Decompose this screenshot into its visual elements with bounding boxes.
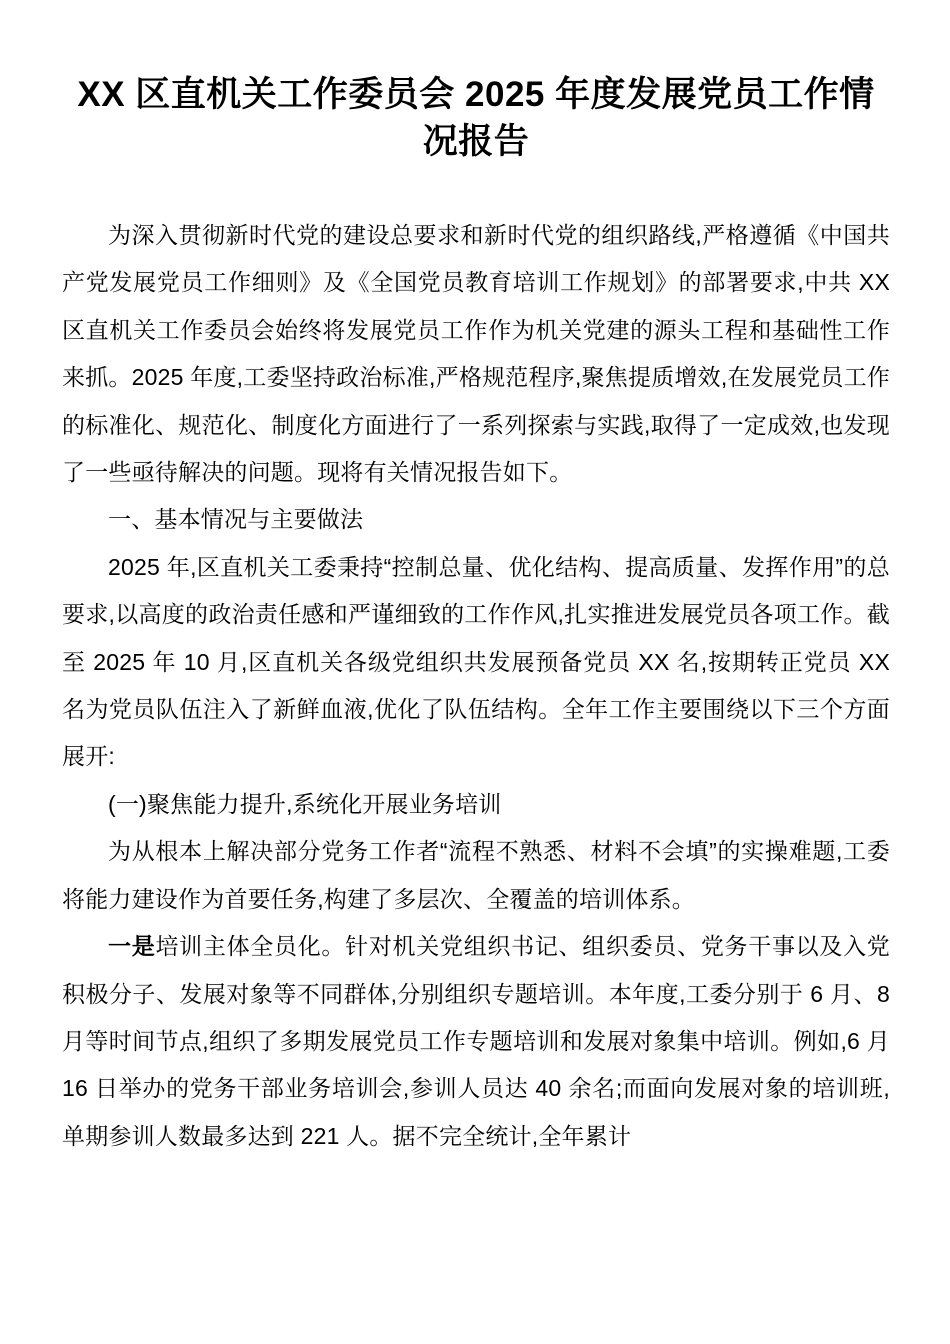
- paragraph-overview: 2025 年,区直机关工委秉持“控制总量、优化结构、提高质量、发挥作用”的总要求,以高度的政治责任感和严谨细致的工作作风,扎实推进发展党员各项工作。截至 2025 年 10 月,区直机关各级党组织共发展预备党员 XX 名,按期转正党员 XX 名为党员队伍注入了新鲜血液,优化了队伍结构。全年工作主要围绕以下三个方面展开:: [62, 553, 890, 770]
- document-title: XX 区直机关工作委员会 2025 年度发展党员工作情况报告: [77, 75, 875, 161]
- section-heading-basic-situation: 一、基本情况与主要做法: [108, 506, 364, 533]
- bold-lead-text: 一是: [108, 933, 156, 960]
- paragraph-training-system: 为从根本上解决部分党务工作者“流程不熟悉、材料不会填”的实操难题,工委将能力建设作为首要任务,构建了多层次、全覆盖的培训体系。: [62, 838, 890, 912]
- paragraph-intro: 为深入贯彻新时代党的建设总要求和新时代党的组织路线,严格遵循《中国共产党发展党员工作细则》及《全国党员教育培训工作规划》的部署要求,中共 XX 区直机关工作委员会始终将发展党员工作作为机关党建的源头工程和基础性工作来抓。2025 年度,工委坚持政治标准,严格规范程序,聚焦提质增效,在发展党员工作的标准化、规范化、制度化方面进行了一系列探索与实践,取得了一定成效,也发现了一些亟待解决的问题。现将有关情况报告如下。: [62, 222, 890, 486]
- paragraph-text: 培训主体全员化。针对机关党组织书记、组织委员、党务干事以及入党积极分子、发展对象等不同群体,分别组织专题培训。本年度,工委分别于 6 月、8 月等时间节点,组织了多期发展党员工作专题培训和发展对象集中培训。例如,6 月 16 日举办的党务干部业务培训会,参训人员达 40 余名;而面向发展对象的培训班,单期参训人数最多达到 221 人。据不完全统计,全年累计: [62, 933, 891, 1149]
- subsection-heading-training: (一)聚焦能力提升,系统化开展业务培训: [108, 790, 502, 817]
- paragraph-training-details: [62, 923, 890, 1160]
